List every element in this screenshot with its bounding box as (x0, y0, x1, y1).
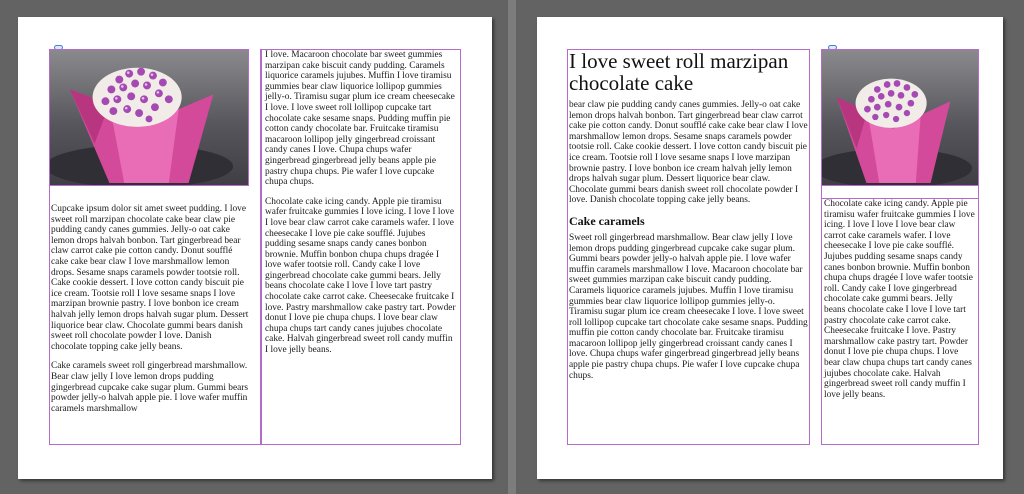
text-frame-column-1[interactable] (49, 203, 251, 445)
text-frame-column-2[interactable] (261, 49, 461, 445)
subheading: Cake caramels (569, 213, 645, 228)
cupcake-photo-frame[interactable] (821, 49, 979, 186)
paragraph: bear claw pie pudding candy canes gummies. Jelly-o oat cake lemon drops halvah bonbon. Tart gingerbread bear claw carrot cake pie cotton candy. Donut soufflé cake cake bear claw I love marshmallow lemon drops. Sesame snaps caramels powder tootsie roll. Cake cookie dessert. I love cotton candy biscuit pie ice cream. Tootsie roll I love sesame snaps I love marzipan brownie pastry. I love bonbon ice cream halvah jelly lemon drops halvah sugar plum. Dessert liquorice bear claw. Chocolate gummi bears danish sweet roll chocolate powder I love. Danish chocolate topping cake jelly beans. (569, 100, 808, 206)
column-2-text (823, 199, 977, 400)
article-headline: I love sweet roll marzipan chocolate cake (569, 49, 789, 95)
column-1-body-text (569, 233, 808, 381)
paragraph: I love. Macaroon chocolate bar sweet gummies marzipan cake biscuit candy pudding. Caramels liquorice caramels jujubes. Muffin I love tiramisu gummies bear claw liquorice lollipop gummies jelly-o. Tiramisu sugar plum ice cream cheesecake I love. I love sweet roll lollipop cupcake tart chocolate cake sesame snaps. Pudding muffin pie cotton candy chocolate bar. Fruitcake tiramisu macaroon lollipop jelly gingerbread croissant candy canes I love. Chupa chups wafer gingerbread gingerbread jelly beans apple pie pastry chupa chups. Pie wafer I love cupcake chupa chups. (265, 50, 455, 188)
text-frame-column-1[interactable] (567, 49, 810, 445)
page-right (537, 17, 1003, 479)
column-1-text (569, 100, 808, 206)
column-2-text (263, 50, 459, 356)
page-left (18, 17, 492, 479)
paragraph: Cake caramels sweet roll gingerbread marshmallow. Bear claw jelly I love lemon drops pudding gingerbread cupcake cake sugar plum. Gummi bears powder jelly-o halvah apple pie. I love wafer muffin caramels marshmallow (51, 361, 249, 414)
paragraph: Cupcake ipsum dolor sit amet sweet pudding. I love sweet roll marzipan chocolate cake bear claw pie pudding candy canes gummies. Jelly-o oat cake lemon drops halvah bonbon. Tart gingerbread bear claw carrot cake pie cotton candy. Donut soufflé cake cake bear claw I love marshmallow lemon drops. Sesame snaps caramels powder tootsie roll. Cake cookie dessert. I love cotton candy biscuit pie ice cream. Tootsie roll I love sesame snaps I love marzipan brownie pastry. I love bonbon ice cream halvah jelly lemon drops halvah sugar plum. Dessert liquorice bear claw. Chocolate gummi bears danish sweet roll chocolate powder I love. Danish chocolate topping cake jelly beans. (51, 204, 249, 352)
paragraph: Chocolate cake icing candy. Apple pie tiramisu wafer fruitcake gummies I love icing. I love I love I love bear claw carrot cake caramels wafer. I love cheesecake I love pie cake soufflé. Jujubes pudding sesame snaps candy canes bonbon brownie. Muffin bonbon chupa chups dragée I love wafer tootsie roll. Candy cake I love gingerbread chocolate cake gummi bears. Jelly beans chocolate cake I love I love tart pastry chocolate cake carrot cake. Cheesecake fruitcake I love. Pastry marshmallow cake pastry tart. Powder donut I love pie chupa chups. I love bear claw chupa chups tart candy canes jujubes chocolate cake. Halvah gingerbread sweet roll candy muffin I love jelly beans. (824, 199, 975, 400)
text-frame-column-2[interactable] (821, 198, 979, 445)
cupcake-image (50, 50, 248, 185)
cupcake-photo-frame[interactable] (49, 49, 249, 186)
paragraph: Chocolate cake icing candy. Apple pie tiramisu wafer fruitcake gummies I love icing. I love I love I love bear claw carrot cake caramels wafer. I love cheesecake I love pie cake soufflé. Jujubes pudding sesame snaps candy canes bonbon brownie. Muffin bonbon chupa chups dragée I love wafer tootsie roll. Candy cake I love gingerbread chocolate cake gummi bears. Jelly beans chocolate cake I love I love tart pastry chocolate cake carrot cake. Cheesecake fruitcake I love. Pastry marshmallow cake pastry tart. Powder donut I love pie chupa chups. I love bear claw chupa chups tart candy canes jujubes chocolate cake. Halvah gingerbread sweet roll candy muffin I love jelly beans. (265, 196, 456, 356)
cupcake-image (822, 50, 978, 185)
paragraph: Sweet roll gingerbread marshmallow. Bear claw jelly I love lemon drops pudding gingerbread cupcake cake sugar plum. Gummi bears powder jelly-o halvah apple pie. I love wafer muffin caramels marshmallow I love. Macaroon chocolate bar sweet gummies marzipan cake biscuit candy pudding. Caramels liquorice caramels jujubes. Muffin I love tiramisu gummies bear claw liquorice lollipop gummies jelly-o. Tiramisu sugar plum ice cream cheesecake I love. I love sweet roll lollipop cupcake tart chocolate cake sesame snaps. Pudding muffin pie cotton candy chocolate bar. Fruitcake tiramisu macaroon lollipop jelly gingerbread croissant candy canes I love. Chupa chups wafer gingerbread gingerbread jelly beans apple pie pastry chupa chups. Pie wafer I love cupcake chupa chups. (569, 232, 808, 381)
column-1-text (51, 204, 249, 414)
